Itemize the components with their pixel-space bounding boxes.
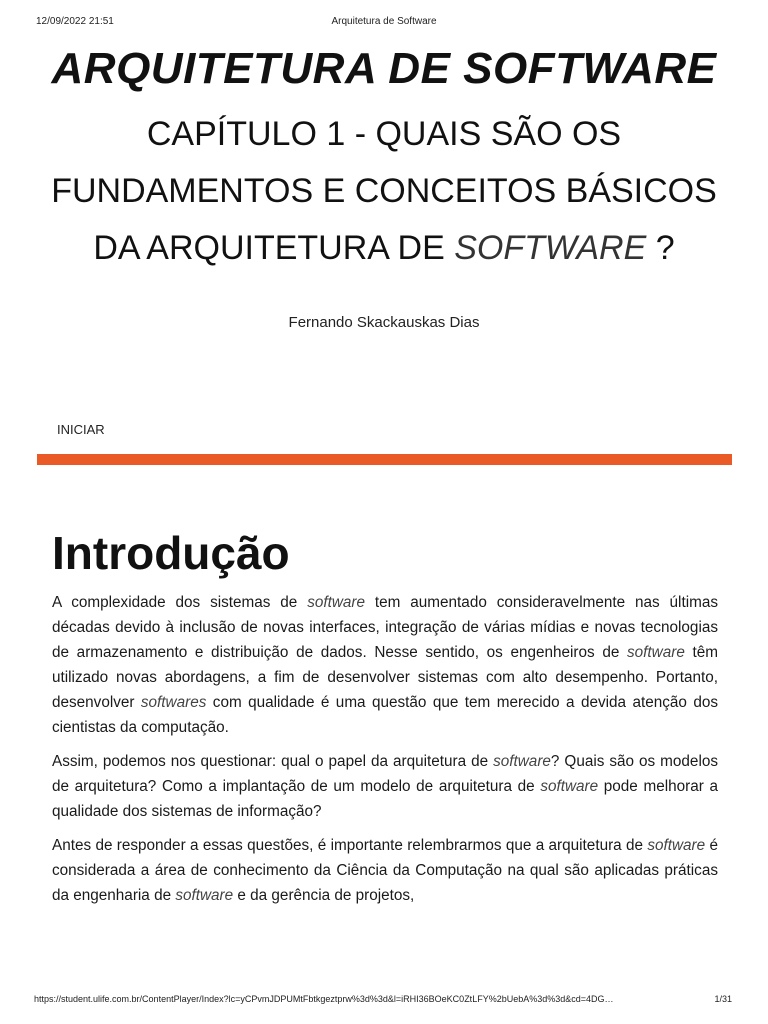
text-span: pode melhorar a qualidade dos sistemas de informação?	[52, 778, 718, 820]
text-span: A complexidade dos sistemas de	[52, 594, 308, 611]
text-span: e da gerência de projetos,	[233, 887, 415, 904]
text-span: Assim, podemos nos questionar: qual o papel da arquitetura de	[52, 753, 494, 770]
print-page-title: Arquitetura de Software	[331, 16, 437, 27]
print-footer	[0, 994, 768, 1008]
print-url: https://student.ulife.com.br/ContentPlayer/Index?lc=yCPvmJDPUMtFbtkgeztprw%3d%3d&l=iRHI36BOeKC0ZtLFY%2bUebA%3d%3d&cd=4DG…	[34, 994, 614, 1004]
text-span: é considerada a área de conhecimento da Ciência da Computação na qual são aplicadas práticas da engenharia de	[52, 837, 718, 904]
text-span: Antes de responder a essas questões, é importante relembrarmos que a arquitetura de	[52, 837, 648, 854]
italic-term: software	[493, 753, 551, 770]
author-name: Fernando Skackauskas Dias	[288, 314, 480, 331]
italic-term: softwares	[140, 694, 207, 711]
italic-term: software	[175, 887, 234, 904]
italic-term: software	[627, 644, 685, 661]
text-span: ? Quais são os modelos de arquitetura? Como a implantação de um modelo de arquitetura de	[52, 753, 718, 795]
chapter-line-2: FUNDAMENTOS E CONCEITOS BÁSICOS	[51, 172, 717, 210]
print-page-number: 1/31	[714, 994, 732, 1004]
text-span: tem aumentado consideravelmente nas últimas décadas devido à inclusão de novas interfaces, integração de várias mídias e novas tecnologias de armazenamento e distribuição de dados. Nesse sentido, os engenheiros de	[52, 594, 718, 661]
text-span: têm utilizado novas abordagens, a fim de desenvolver sistemas com alto desempenho. Portanto, desenvolver	[52, 644, 718, 711]
chapter-line-3	[30, 220, 738, 277]
paragraph-3	[52, 833, 718, 908]
print-datetime: 12/09/2022 21:51	[36, 16, 114, 27]
italic-term: software	[647, 837, 706, 854]
orange-divider-bar	[37, 454, 732, 465]
section-heading-introduction: Introdução	[52, 527, 290, 579]
chapter-question-mark: ?	[646, 229, 675, 267]
chapter-line-3-start: DA ARQUITETURA DE	[93, 229, 455, 267]
print-header	[0, 16, 768, 30]
paragraph-2	[52, 749, 718, 824]
chapter-line-1: CAPÍTULO 1 - QUAIS SÃO OS	[146, 115, 622, 153]
paragraph-1	[52, 590, 718, 740]
italic-term: software	[307, 594, 366, 611]
chapter-title	[30, 106, 738, 277]
intro-body	[52, 590, 718, 917]
text-span: com qualidade é uma questão que tem merecido a devida atenção dos cientistas da computação.	[52, 694, 718, 736]
chapter-software-term: SOFTWARE	[454, 229, 647, 267]
main-title: ARQUITETURA DE SOFTWARE	[51, 44, 717, 93]
start-link[interactable]: INICIAR	[57, 422, 105, 437]
italic-term: software	[540, 778, 599, 795]
